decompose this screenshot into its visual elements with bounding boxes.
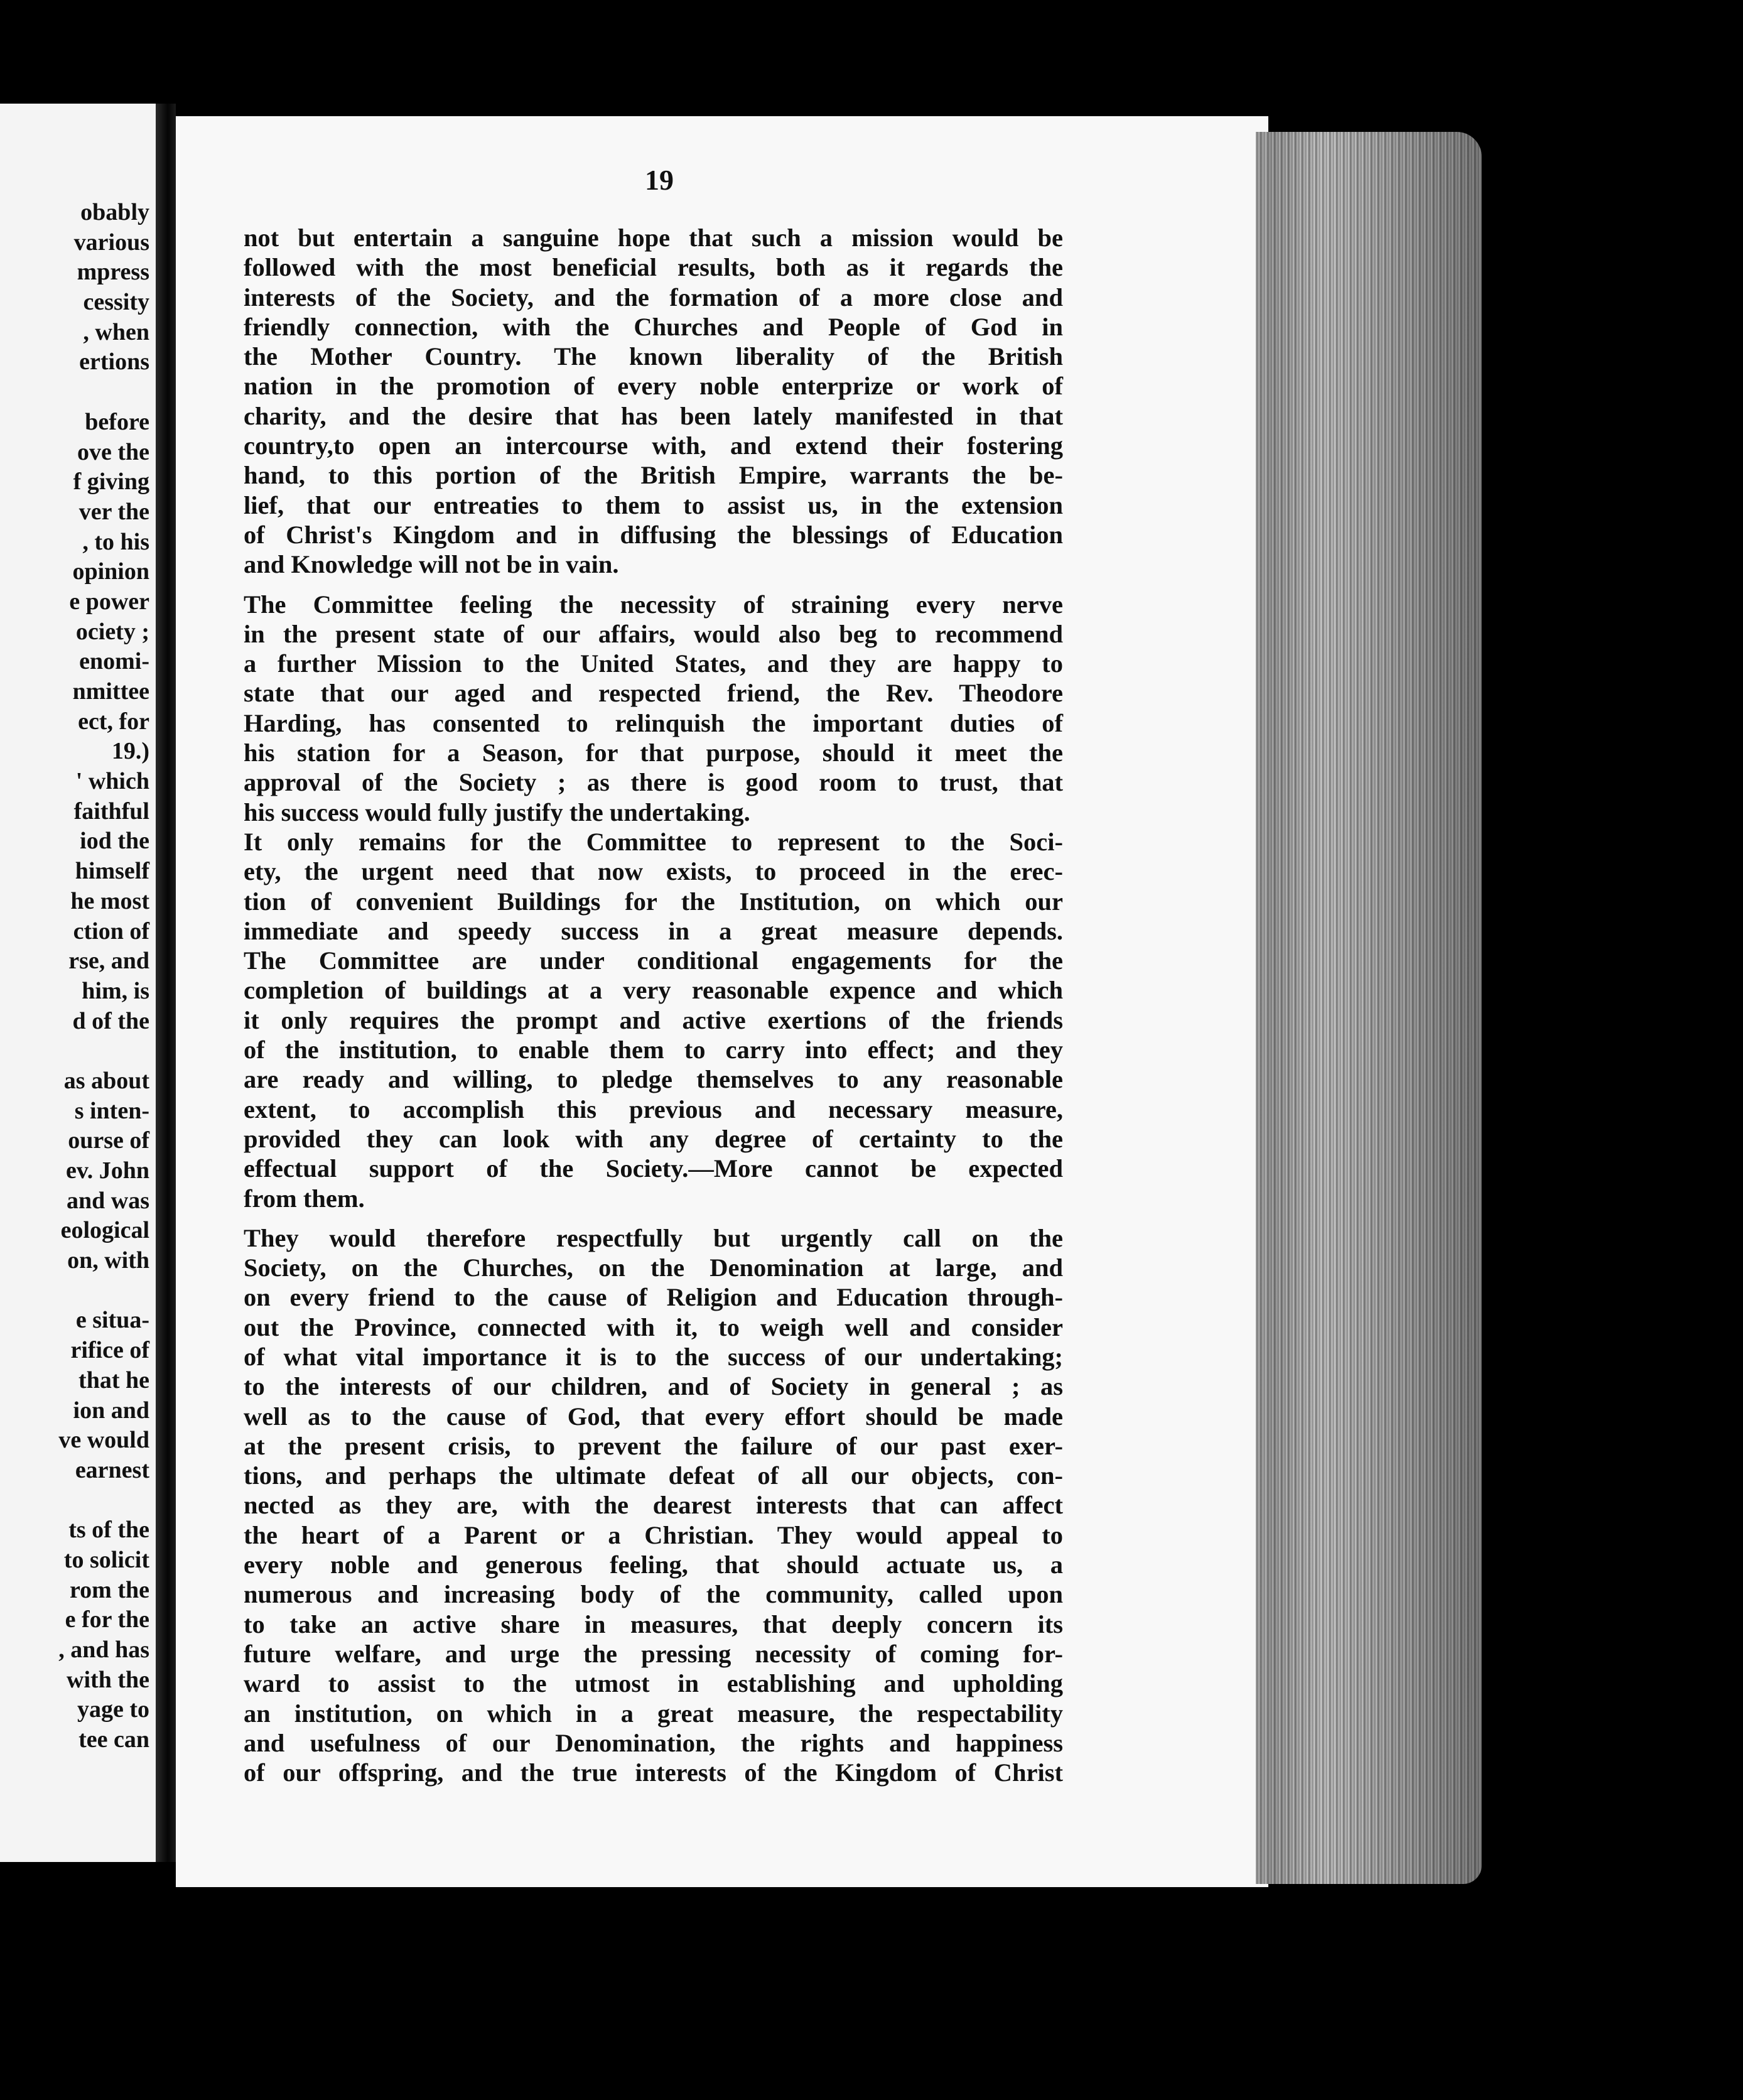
left-page [0,104,159,1862]
left-page-line: e power [69,588,149,615]
left-page-line: him, is [82,977,149,1004]
text-line: completion of buildings at a very reasonable expence and which [244,976,1063,1005]
left-page-line: ts of the [68,1517,149,1544]
text-line: future welfare, and urge the pressing necessity of coming for- [244,1639,1063,1668]
text-line: at the present crisis, to prevent the failure of our past exer- [244,1431,1063,1460]
left-page-line: opinion [72,558,149,585]
text-line: It only remains for the Committee to represent to the Soci- [244,827,1063,856]
text-line: tions, and perhaps the ultimate defeat of all our objects, con- [244,1461,1063,1490]
text-line: his station for a Season, for that purpose, should it meet the [244,739,1063,767]
body-text [244,223,1063,1787]
text-line: are ready and willing, to pledge themselves to any reasonable [244,1065,1063,1094]
text-line: ward to assist to the utmost in establishing and upholding [244,1669,1063,1698]
text-line: it only requires the prompt and active exertions of the friends [244,1005,1063,1034]
left-page-line: s inten- [74,1097,149,1124]
left-page-line: ion and [73,1397,149,1424]
text-line: Harding, has consented to relinquish the important duties of [244,708,1063,737]
text-line: not but entertain a sanguine hope that such a mission would be [244,224,1063,252]
left-page-line [0,1276,149,1306]
text-line: ety, the urgent need that now exists, to proceed in the erec- [244,857,1063,886]
left-page-line: to solicit [63,1546,149,1573]
left-page-text [0,198,149,1755]
left-page-line: d of the [72,1007,149,1034]
text-line: immediate and speedy success in a great measure depends. [244,916,1063,945]
left-page-line: ev. John [65,1157,149,1184]
left-page-line: with the [67,1666,149,1693]
left-page-line: rom the [70,1576,149,1603]
text-line: charity, and the desire that has been lately manifested in that [244,401,1063,430]
left-page-line: and was [67,1187,149,1214]
text-line: effectual support of the Society.—More cannot be expected [244,1154,1063,1183]
left-page-line: ' which [75,768,149,795]
page-number: 19 [645,164,674,196]
left-page-line: rifice of [70,1337,149,1364]
left-page-line [0,1036,149,1066]
left-page-line: ociety ; [75,618,149,645]
left-page-line: rse, and [68,948,149,975]
text-line: and Knowledge will not be in vain. [244,550,619,579]
left-page-line [0,377,149,408]
text-line: the heart of a Parent or a Christian. They would appeal to [244,1520,1063,1549]
text-line: Society, on the Churches, on the Denomination at large, and [244,1253,1063,1282]
text-line: an institution, on which in a great measure, the respectability [244,1699,1063,1728]
left-page-line: e for the [65,1606,149,1633]
text-line: country,to open an intercourse with, and extend their fostering [244,431,1063,460]
text-line: friendly connection, with the Churches and People of God in [244,312,1063,341]
text-line: numerous and increasing body of the community, called upon [244,1580,1063,1609]
left-page-line: , and has [58,1637,149,1663]
text-line: The Committee are under conditional engagements for the [244,946,1063,975]
text-line: of the institution, to enable them to carry into effect; and they [244,1036,1063,1064]
text-line: well as to the cause of God, that every effort should be made [244,1402,1063,1431]
left-page-line: nmittee [72,678,149,705]
left-page-line: tee can [78,1726,149,1753]
left-page-line: enomi- [79,648,149,675]
text-line: every noble and generous feeling, that should actuate us, a [244,1551,1063,1579]
left-page-line: ction of [73,917,149,944]
text-line: on every friend to the cause of Religion and Education through- [244,1283,1063,1312]
text-line: nected as they are, with the dearest interests that can affect [244,1491,1063,1520]
text-line: state that our aged and respected friend, the Rev. Theodore [244,679,1063,708]
left-page-line: e situa- [75,1307,149,1334]
left-page-line: obably [80,199,149,225]
left-page-line: on, with [67,1247,149,1274]
left-page-line: f giving [73,468,149,495]
text-line: in the present state of our affairs, would also beg to recommend [244,619,1063,648]
text-line: out the Province, connected with it, to weigh well and consider [244,1312,1063,1341]
text-line: of our offspring, and the true interests of the Kingdom of Christ [244,1758,1063,1787]
text-line: provided they can look with any degree of certainty to the [244,1124,1063,1153]
text-line: from them. [244,1184,365,1213]
text-line: They would therefore respectfully but urgently call on the [244,1223,1063,1252]
text-line: the Mother Country. The known liberality of the British [244,342,1063,371]
text-line: interests of the Society, and the formation of a more close and [244,283,1063,311]
left-page-line: , when [83,318,149,345]
left-page-line: ver the [78,498,149,525]
text-line: approval of the Society ; as there is good room to trust, that [244,768,1063,797]
left-page-line: as about [63,1067,149,1094]
left-page-line: , to his [82,528,149,555]
text-line: The Committee feeling the necessity of straining every nerve [244,590,1063,619]
left-page-line: ove the [77,438,149,465]
left-page-line: ect, for [78,708,149,735]
left-page-line: he most [70,887,149,914]
text-line: tion of convenient Buildings for the Institution, on which our [244,887,1063,916]
left-page-line: earnest [75,1456,149,1483]
left-page-line: iod the [80,828,149,855]
left-page-line: ertions [79,349,149,376]
text-line: extent, to accomplish this previous and necessary measure, [244,1095,1063,1123]
text-line: hand, to this portion of the British Empire, warrants the be- [244,461,1063,490]
text-line: followed with the most beneficial results, both as it regards the [244,253,1063,282]
text-line: and usefulness of our Denomination, the rights and happiness [244,1728,1063,1757]
text-line: a further Mission to the United States, and they are happy to [244,649,1063,678]
left-page-line [0,1486,149,1516]
left-page-line: yage to [77,1696,149,1723]
left-page-line: cessity [83,289,149,316]
text-line: to take an active share in measures, that deeply concern its [244,1610,1063,1638]
left-page-line: ve would [58,1427,149,1454]
book-gutter [156,104,176,1862]
text-line: to the interests of our children, and of Society in general ; as [244,1372,1063,1401]
left-page-line: ourse of [68,1127,149,1154]
text-line: lief, that our entreaties to them to assist us, in the extension [244,490,1063,519]
left-page-line: before [85,408,149,435]
left-page-line: 19.) [111,738,149,765]
text-line: his success would fully justify the undertaking. [244,798,750,826]
page-edges-shadow [1256,132,1482,1884]
left-page-line: various [73,229,149,256]
left-page-line: that he [78,1367,149,1394]
text-line: nation in the promotion of every noble enterprize or work of [244,372,1063,401]
left-page-line: eological [60,1217,149,1244]
left-page-line: faithful [73,798,149,825]
left-page-line: mpress [77,259,149,286]
text-line: of what vital importance it is to the success of our undertaking; [244,1342,1063,1371]
left-page-line: himself [75,858,149,885]
text-line: of Christ's Kingdom and in diffusing the blessings of Education [244,520,1063,549]
